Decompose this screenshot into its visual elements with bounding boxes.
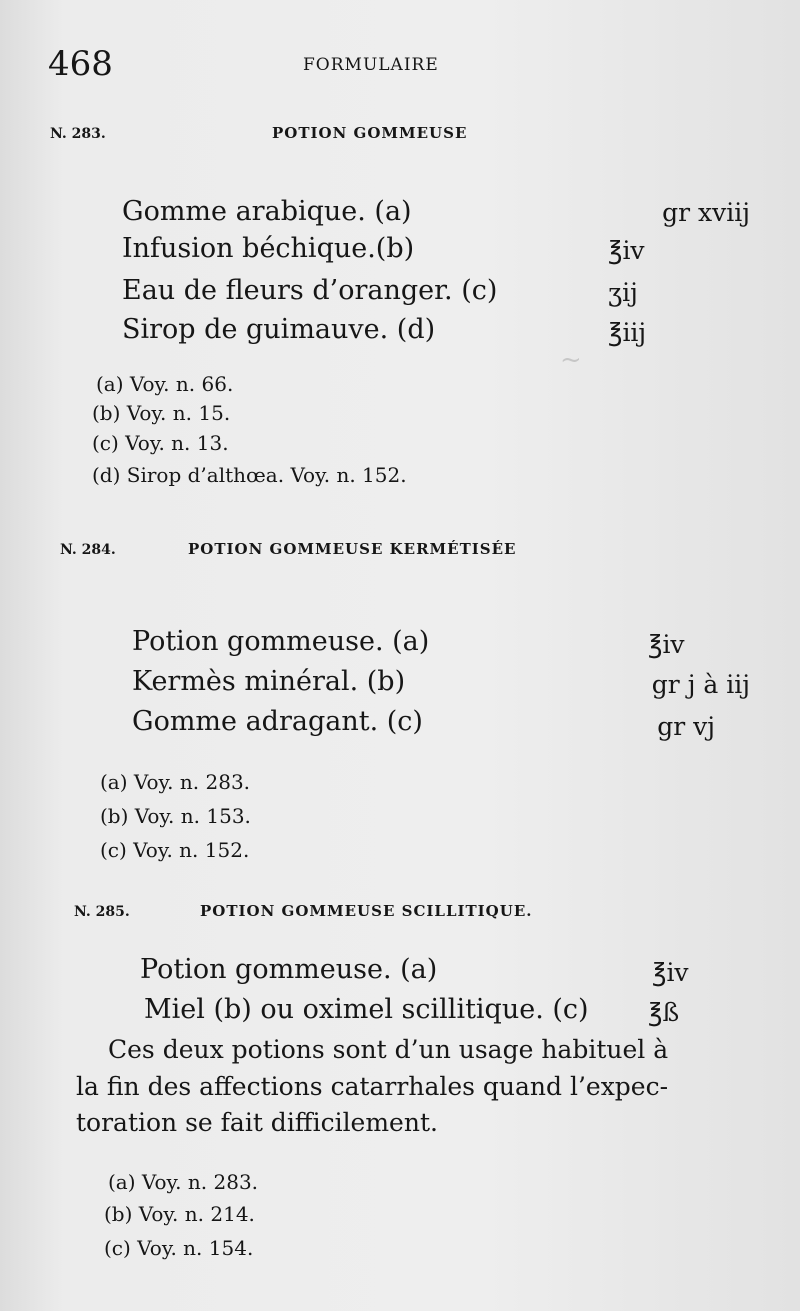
footnote: (b) Voy. n. 153.: [100, 804, 251, 828]
footnote: (b) Voy. n. 15.: [92, 401, 231, 425]
footnote: (a) Voy. n. 283.: [100, 770, 251, 794]
section-number: N. 285.: [74, 904, 130, 920]
recipe-ingredient: Gomme arabique. (a): [122, 196, 412, 227]
recipe-dose: ℥iv: [652, 958, 689, 987]
recipe-dose: gr xviij: [662, 198, 750, 227]
section-title: POTION GOMMEUSE: [272, 124, 468, 142]
section-number: N. 284.: [60, 542, 116, 558]
recipe-ingredient: Miel (b) ou oximel scillitique. (c): [144, 994, 589, 1025]
recipe-ingredient: Eau de fleurs d’oranger. (c): [122, 275, 498, 306]
footnote: (a) Voy. n. 66.: [96, 372, 234, 396]
running-head: FORMULAIRE: [303, 55, 439, 75]
paragraph-line: toration se fait difficilement.: [76, 1108, 438, 1137]
footnote: (c) Voy. n. 154.: [104, 1236, 254, 1260]
recipe-ingredient: Infusion béchique.(b): [122, 233, 415, 264]
recipe-dose: gr j à iij: [651, 670, 750, 699]
paragraph-line: Ces deux potions sont d’un usage habituel à: [108, 1035, 669, 1064]
recipe-ingredient: Gomme adragant. (c): [132, 706, 423, 737]
section-number: N. 283.: [50, 126, 106, 142]
page-number: 468: [48, 44, 113, 84]
recipe-dose: ℥iv: [608, 236, 645, 265]
footnote: (d) Sirop d’althœa. Voy. n. 152.: [92, 463, 407, 487]
footnote: (c) Voy. n. 13.: [92, 431, 229, 455]
recipe-ingredient: Kermès minéral. (b): [132, 666, 406, 697]
recipe-dose: ℥iv: [648, 630, 685, 659]
recipe-dose: gr vj: [657, 712, 715, 741]
footnote: (b) Voy. n. 214.: [104, 1202, 255, 1226]
section-title: POTION GOMMEUSE SCILLITIQUE.: [200, 902, 533, 920]
paragraph-line: la fin des affections catarrhales quand l’expec-: [76, 1072, 669, 1101]
footnote: (c) Voy. n. 152.: [100, 838, 250, 862]
recipe-ingredient: Potion gommeuse. (a): [140, 954, 438, 985]
recipe-dose: ℥iij: [608, 318, 647, 347]
section-title: POTION GOMMEUSE KERMÉTISÉE: [188, 540, 517, 558]
bleed-through-text: ~: [560, 345, 582, 375]
recipe-ingredient: Potion gommeuse. (a): [132, 626, 430, 657]
recipe-dose: ℥ß: [648, 998, 680, 1027]
footnote: (a) Voy. n. 283.: [108, 1170, 259, 1194]
recipe-ingredient: Sirop de guimauve. (d): [122, 314, 436, 345]
recipe-dose: ʒij: [608, 278, 638, 307]
